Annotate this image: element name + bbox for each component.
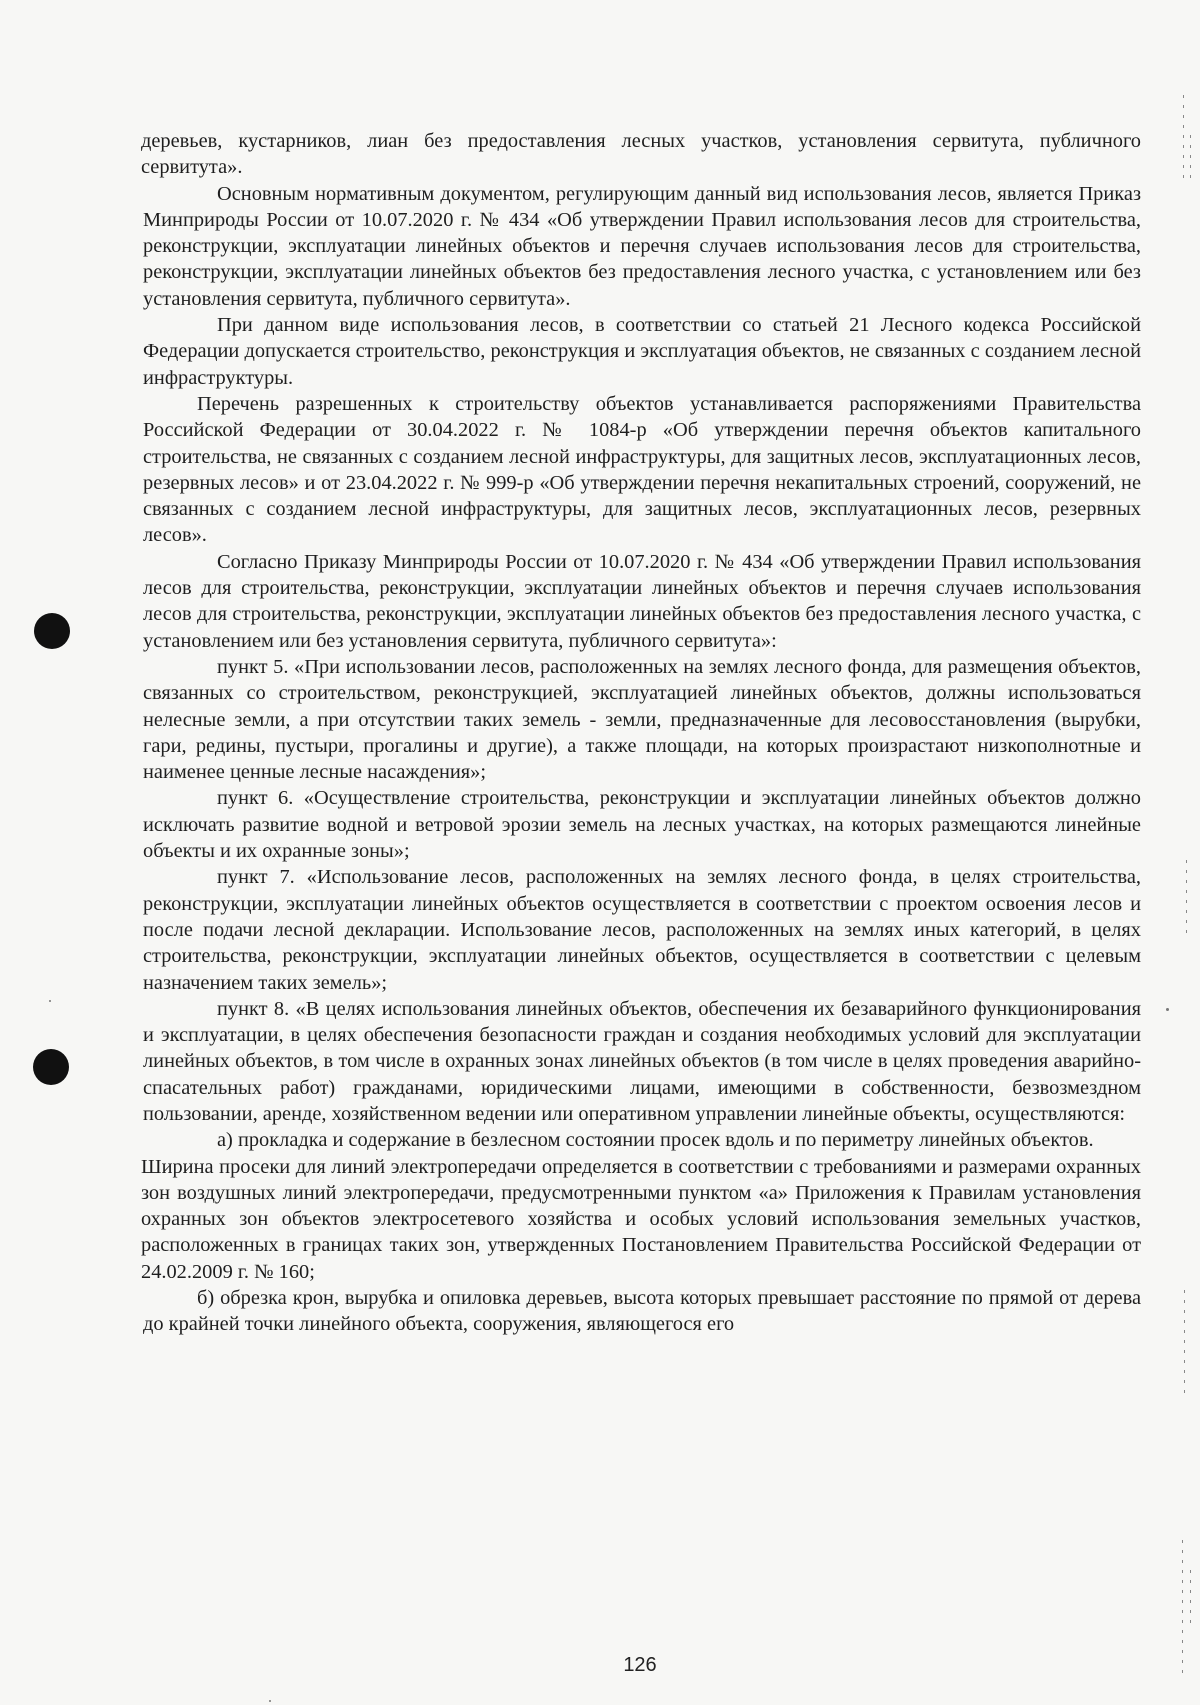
- scan-speck: [269, 1700, 271, 1702]
- clause-paragraph: пункт 8. «В целях использования линейных объектов, обеспечения их безаварийного функционирования и эксплуатации, в целях обеспечения безопасности граждан и создания необходимых условий для эксплуатации линейных объектов, в том числе в охранных зонах линейных объектов (в том числе в целях проведения аварийно-спасательных работ) гражданами, юридическими лицами, имеющими в собственности, безвозмездном пользовании, аренде, хозяйственном ведении или оперативном управлении линейные объекты, осуществляются:: [143, 997, 1141, 1125]
- paragraph: деревьев, кустарников, лиан без предоставления лесных участков, установления сервитута, публичного сервитута».: [141, 130, 1141, 179]
- clause-paragraph: пункт 7. «Использование лесов, расположенных на землях лесного фонда, в целях строительства, реконструкции, эксплуатации линейных объектов осуществляется в соответствии с проектом освоения лесов и после подачи лесной декларации. Использование лесов, расположенных на землях иных категорий, в целях строительства, реконструкции, эксплуатации линейных объектов, осуществляется в соответствии с целевым назначением таких земель»;: [143, 866, 1141, 994]
- paragraph: Согласно Приказу Минприроды России от 10.07.2020 г. № 434 «Об утверждении Правил использования лесов для строительства, реконструкции, эксплуатации линейных объектов и перечня случаев использования лесов для строительства, реконструкции, эксплуатации линейных объектов без предоставления лесного участка, с установлением или без установления сервитута, публичного сервитута»:: [143, 550, 1141, 652]
- document-body: [143, 128, 1141, 1338]
- scan-edge-mark: [1190, 1570, 1191, 1630]
- hole-punch-mark: [34, 613, 70, 649]
- scan-edge-mark: [1190, 135, 1191, 185]
- scan-edge-mark: [1186, 860, 1187, 940]
- scan-edge-mark: [1183, 95, 1184, 185]
- clause-paragraph: пункт 5. «При использовании лесов, расположенных на землях лесного фонда, для размещения объектов, связанных со строительством, реконструкцией, эксплуатацией линейных объектов, должны использоваться нелесные земли, а при отсутствии таких земель - земли, предназначенные для лесовосстановления (вырубки, гари, редины, пустыри, прогалины и другие), а также площади, на которых произрастают низкополнотные и наименее ценные лесные насаждения»;: [143, 655, 1141, 784]
- scan-speck: [49, 1000, 51, 1002]
- hole-punch-mark: [33, 1049, 69, 1085]
- paragraph: Ширина просеки для линий электропередачи определяется в соответствии с требованиями и размерами охранных зон воздушных линий электропередачи, предусмотренными пунктом «а» Приложения к Правилам установления охранных зон объектов электросетевого хозяйства и особых условий использования земельных участков, расположенных в границах таких зон, утвержденных Постановлением Правительства Российской Федерации от 24.02.2009 г. № 160;: [141, 1155, 1141, 1283]
- subclause-paragraph: б) обрезка крон, вырубка и опиловка деревьев, высота которых превышает расстояние по прямой от дерева до крайней точки линейного объекта, сооружения, являющегося его: [143, 1287, 1141, 1336]
- paragraph: При данном виде использования лесов, в соответствии со статьей 21 Лесного кодекса Российской Федерации допускается строительство, реконструкция и эксплуатация объектов, не связанных с созданием лесной инфраструктуры.: [143, 314, 1141, 389]
- clause-paragraph: пункт 6. «Осуществление строительства, реконструкции и эксплуатации линейных объектов должно исключать развитие водной и ветровой эрозии земель на лесных участках, на которых размещаются линейные объекты и их охранные зоны»;: [143, 787, 1141, 863]
- subclause-paragraph: а) прокладка и содержание в безлесном состоянии просек вдоль и по периметру линейных объектов.: [217, 1129, 1094, 1152]
- scan-edge-mark: [1184, 1290, 1185, 1400]
- scan-speck: [1166, 1008, 1169, 1011]
- paragraph: Основным нормативным документом, регулирующим данный вид использования лесов, является Приказ Минприроды России от 10.07.2020 г. № 434 «Об утверждении Правил использования лесов для строительства, реконструкции, эксплуатации линейных объектов и перечня случаев использования лесов для строительства, реконструкции, эксплуатации линейных объектов без предоставления лесного участка, с установлением или без установления сервитута, публичного сервитута».: [143, 182, 1141, 310]
- paragraph: Перечень разрешенных к строительству объектов устанавливается распоряжениями Правительства Российской Федерации от 30.04.2022 г. № 1084-р «Об утверждении перечня объектов капитального строительства, не связанных с созданием лесной инфраструктуры, для защитных лесов, эксплуатационных лесов, резервных лесов» и от 23.04.2022 г. № 999-р «Об утверждении перечня некапитальных строений, сооружений, не связанных с созданием лесной инфраструктуры, для защитных лесов, эксплуатационных лесов, резервных лесов».: [143, 392, 1141, 547]
- page-number: 126: [623, 1654, 657, 1676]
